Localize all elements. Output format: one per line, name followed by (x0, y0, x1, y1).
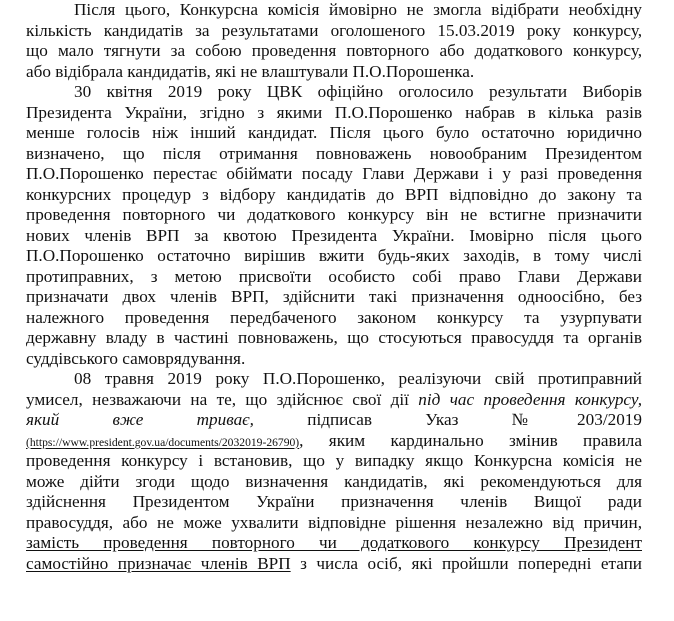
paragraph-line (26, 410, 642, 431)
paragraph-3 (26, 369, 642, 574)
paragraph-line: що мало тягнути за собою проведення повторного або додаткового конкурсу, (26, 41, 642, 60)
paragraph-line: або відібрала кандидатів, які не влаштували П.О.Порошенка. (26, 61, 475, 81)
paragraph-line: проведення повторного чи додаткового конкурсу він не встигне призначити (26, 205, 642, 224)
paragraph-line: призначати двох членів ВРП, здійснити такі призначення одноосібно, без (26, 287, 642, 306)
text-run: умисел, незважаючи на те, що здійснює свої дії (26, 389, 419, 409)
paragraph-line: 30 квітня 2019 року ЦВК офіційно оголосило результати Виборів (74, 82, 642, 101)
paragraph-line: може дійти згоди щодо визначення кандидатів, які рекомендуються для (26, 471, 642, 491)
text-run: , яким кардинально змінив правила (299, 430, 642, 450)
decree-link[interactable]: (https://www.president.gov.ua/documents/2032019-26790) (26, 435, 300, 449)
underlined-text: самостійно призначає членів ВРП (26, 553, 291, 573)
paragraph-line (26, 554, 642, 575)
paragraph-line: належного проведення передбаченого законом конкурсу та узурпувати (26, 307, 642, 327)
paragraph-line: Після цього, Конкурсна комісія ймовірно не змогла відібрати необхідну (74, 0, 642, 19)
paragraph-line: П.О.Порошенко остаточно вирішив вжити будь-яких заходів, в тому числі (26, 246, 642, 265)
paragraph-2 (26, 82, 642, 369)
paragraph-line: 08 травня 2019 року П.О.Порошенко, реалізуючи свій протиправний (74, 369, 642, 388)
paragraph-line: нових членів ВРП за квотою Президента України. Імовірно після цього (26, 225, 642, 245)
paragraph-line: правосуддя, або не може ухвалити відповідне рішення незалежно від причин, (26, 512, 642, 532)
paragraph-line: суддівського самоврядування. (26, 348, 246, 368)
text-run: підписав Указ №203/2019 (253, 410, 642, 429)
paragraph-line: протиправних, з метою присвоїти особисто собі право Глави Держави (26, 266, 642, 286)
paragraph-line (26, 431, 642, 452)
paragraph-line: проведення конкурсу і встановив, що у випадку якщо Конкурсна комісія не (26, 451, 642, 470)
paragraph-line: кількість кандидатів за результатами оголошеного 15.03.2019 року конкурсу, (26, 20, 642, 40)
paragraph-line: менше голосів ніж інший кандидат. Після цього було остаточно юридично (26, 123, 642, 142)
underlined-line: замість проведення повторного чи додаткового конкурсу Президент (26, 533, 642, 552)
paragraph-line: здійснення Президентом України призначення членів Вищої ради (26, 492, 642, 511)
paragraph-line (26, 390, 642, 411)
paragraph-line: Президента України, згідно з якими П.О.Порошенко набрав в кілька разів (26, 102, 642, 122)
text-run: з числа осіб, які пройшли попередні етапи (290, 553, 642, 573)
paragraph-line: державну владу в частині повноважень, що стосуються правосуддя та органів (26, 328, 642, 347)
paragraph-1 (26, 0, 642, 82)
paragraph-line: конкурсних процедур з відбору кандидатів до ВРП відповідно до закону та (26, 184, 642, 204)
paragraph-line: визначено, що після отримання повноважень новообраним Президентом (26, 143, 642, 163)
document-page (26, 0, 642, 574)
paragraph-line: П.О.Порошенко перестає обіймати посаду Глави Держави і у разі проведення (26, 164, 642, 183)
italic-text: який вже триває, (26, 410, 254, 429)
italic-text: під час проведення конкурсу, (418, 389, 642, 409)
